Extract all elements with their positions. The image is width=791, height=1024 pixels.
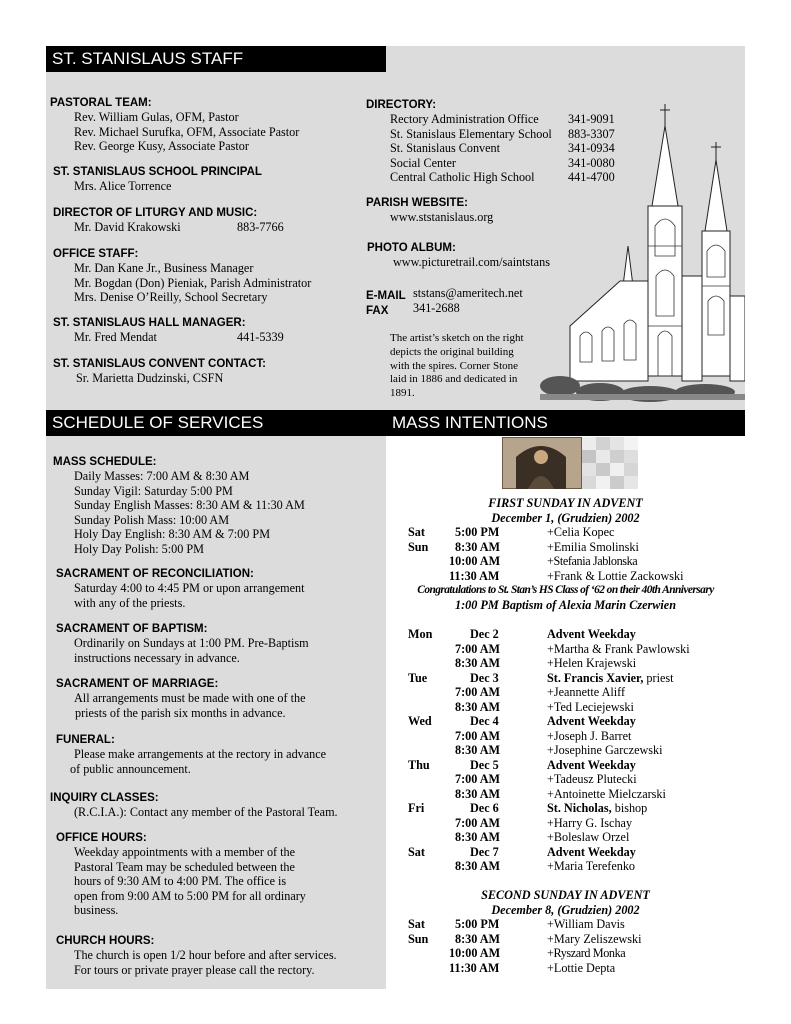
intention-time: 7:00 AM [455,772,501,786]
fax-label: FAX [366,304,389,317]
schedule-line: Sunday Vigil: Saturday 5:00 PM [74,483,233,498]
intention-name: +Boleslaw Orzel [547,830,630,844]
hall-manager-section [53,316,344,345]
mass-schedule-heading: MASS SCHEDULE: [53,456,157,468]
staff-phone: 441-5339 [237,330,284,344]
intention-time: 8:30 AM [455,830,501,844]
intention-name: +Ted Leciejewski [547,699,634,714]
intention-day: Mon [408,627,433,641]
intention-time: 7:00 AM [455,685,501,699]
mass-schedule-section [53,455,305,557]
schedule-line: with any of the priests. [74,595,186,610]
schedule-line: Sunday English Masses: 8:30 AM & 11:30 AM [74,498,305,513]
advent-decorative-image [502,437,638,489]
funeral-section [56,733,326,776]
email-label: E-MAIL [366,290,406,302]
intention-time: Dec 5 [470,757,499,772]
intention-day: Sat [408,844,425,859]
schedule-line: of public announcement. [70,761,191,776]
intention-time: Dec 4 [470,714,499,728]
sketch-caption: The artist’s sketch on the right depicts the original building with the spires. Corner Stone laid in 1886 and dedicated in 1891. [390,332,524,400]
intention-name: +Stefania Jablonska [547,554,638,568]
schedule-line: Ordinarily on Sundays at 1:00 PM. Pre-Baptism [74,636,309,650]
intention-name: Advent Weekday [547,714,636,728]
intention-name: +Martha & Frank Pawlowski [547,641,690,656]
schedule-line: For tours or private prayer please call the rectory. [74,962,315,977]
intention-name: +Harry G. Ischay [547,815,633,830]
inquiry-heading: INQUIRY CLASSES: [50,792,159,804]
reconciliation-heading: SACRAMENT OF RECONCILIATION: [56,568,254,580]
schedule-line: The church is open 1/2 hour before and after services. [74,948,337,962]
website-heading: PARISH WEBSITE: [366,197,469,209]
schedule-line: (R.C.I.A.): Contact any member of the Pastoral Team. [74,805,338,819]
convent-contact-heading: ST. STANISLAUS CONVENT CONTACT: [53,358,266,370]
photo-album-heading: PHOTO ALBUM: [367,242,456,254]
office-hours-section [56,831,306,918]
intention-time: 11:30 AM [449,569,500,583]
baptism-heading: SACRAMENT OF BAPTISM: [56,623,208,635]
schedule-line: Sunday Polish Mass: 10:00 AM [74,512,230,527]
schedule-line: Daily Masses: 7:00 AM & 8:30 AM [74,469,250,483]
office-staff-heading: OFFICE STAFF: [53,248,139,260]
schedule-line: open from 9:00 AM to 5:00 PM for all ordinary [74,888,306,903]
intention-time: 10:00 AM [449,946,501,960]
schedule-line: Pastoral Team may be scheduled between the [74,859,295,874]
intention-name: +Mary Zeliszewski [547,932,642,946]
liturgy-section [53,206,344,235]
second-sunday-date: December 8, (Grudzien) 2002 [491,903,640,917]
intention-name: +Joseph J. Barret [547,728,632,743]
pastoral-team-heading: PASTORAL TEAM: [50,97,152,109]
photo-album-section [367,241,550,270]
directory-entry: Social Center 341-0080 [390,155,615,170]
intention-day: Sun [408,540,429,554]
website-link[interactable]: www.ststanislaus.org [390,210,494,224]
first-sunday-date: December 1, (Grudzien) 2002 [491,511,640,525]
schedule-line: hours of 9:30 AM to 4:00 PM. The office is [74,874,287,889]
intention-name: +Lottie Depta [547,961,616,975]
website-section [366,196,493,225]
intention-time: 8:30 AM [455,932,501,946]
intention-day: Sun [408,932,429,946]
schedule-line: All arrangements must be made with one of the [74,691,306,705]
schedule-line: business. [74,903,119,918]
photo-album-link[interactable]: www.picturetrail.com/saintstans [393,255,550,269]
intention-name: +Josephine Garczewski [547,743,663,757]
marriage-section [56,677,306,720]
intention-time: 8:30 AM [455,743,501,757]
intention-name: Advent Weekday [547,757,636,772]
intention-time: Dec 7 [470,844,499,859]
intention-time: Dec 3 [470,670,499,685]
hall-manager-heading: ST. STANISLAUS HALL MANAGER: [53,317,246,329]
intention-day: Sat [408,525,425,539]
intention-name: +Tadeusz Plutecki [547,772,637,786]
intention-name: St. Nicholas, bishop [547,801,648,815]
staff-phone: 883-7766 [237,220,284,234]
directory-entry: St. Stanislaus Convent 341-0934 [390,141,615,156]
email-link[interactable]: ststans@ameritech.net [413,286,523,300]
church-hours-heading: CHURCH HOURS: [56,935,155,947]
intention-day: Thu [408,757,430,772]
intention-name: +Jeannette Aliff [547,685,626,699]
principal-heading: ST. STANISLAUS SCHOOL PRINCIPAL [53,166,262,178]
intention-name: Advent Weekday [547,627,636,641]
intention-name: +William Davis [547,917,625,931]
intention-name: +Antoinette Mielczarski [547,786,666,801]
church-sketch-illustration [540,96,745,410]
intention-time: 5:00 PM [455,525,500,539]
staff-line: Sr. Marietta Dudzinski, CSFN [76,371,224,385]
staff-name: Mr. Fred Mendat [74,330,157,344]
schedule-line: Weekday appointments with a member of the [74,845,296,859]
mass-intentions-header: MASS INTENTIONS [386,410,745,436]
directory-entry: Rectory Administration Office 341-9091 [390,112,615,126]
intention-time: 7:00 AM [455,641,501,656]
intention-time: 7:00 AM [455,728,501,743]
intention-name: +Celia Kopec [547,525,615,539]
schedule-line: instructions necessary in advance. [74,650,240,665]
church-hours-section [56,934,337,977]
intention-time: Dec 2 [470,627,499,641]
directory-entry: St. Stanislaus Elementary School 883-3307 [390,126,615,141]
second-sunday-title: SECOND SUNDAY IN ADVENT [481,888,650,902]
schedule-line: priests of the parish six months in advance. [75,705,286,720]
intention-time: 8:30 AM [455,699,501,714]
staff-line: Rev. George Kusy, Associate Pastor [74,139,249,154]
intention-time: 8:30 AM [455,540,501,554]
intention-day: Wed [408,714,432,728]
schedule-line: Please make arrangements at the rectory in advance [74,747,327,761]
intention-time: 5:00 PM [455,917,500,931]
intention-time: 8:30 AM [455,786,501,801]
convent-contact-section [53,357,266,386]
baptism-section [56,622,309,665]
schedule-line: Saturday 4:00 to 4:45 PM or upon arrangement [74,581,305,595]
pastoral-team-section [50,96,299,154]
staff-line: Mrs. Denise O’Reilly, School Secretary [74,290,268,305]
contact-section [366,286,566,315]
intention-day: Fri [408,801,425,815]
intention-time: Dec 6 [470,801,499,815]
intention-time: 7:00 AM [455,815,501,830]
funeral-heading: FUNERAL: [56,734,115,746]
inquiry-section [50,791,338,820]
intention-time: 11:30 AM [449,961,500,975]
intention-name: +Helen Krajewski [547,656,637,670]
staff-header: ST. STANISLAUS STAFF [46,46,386,72]
intention-name: +Emilia Smolinski [547,540,639,554]
intention-name: St. Francis Xavier, priest [547,670,674,685]
baptism-note: 1:00 PM Baptism of Alexia Marin Czerwien [455,598,676,612]
intention-name: +Frank & Lottie Zackowski [547,569,684,583]
schedule-header: SCHEDULE OF SERVICES [46,410,386,436]
intention-day: Tue [408,670,428,685]
schedule-line: Holy Day English: 8:30 AM & 7:00 PM [74,527,271,542]
intention-name: +Ryszard Monka [547,946,626,960]
intention-name: Advent Weekday [547,844,636,859]
congratulations-note: Congratulations to St. Stan’s HS Class of ‘62 on their 40th Anniversary [417,584,714,596]
office-hours-heading: OFFICE HOURS: [56,832,147,844]
staff-line: Mr. Bogdan (Don) Pieniak, Parish Administrator [74,275,312,290]
office-staff-section [53,247,311,305]
marriage-heading: SACRAMENT OF MARRIAGE: [56,678,219,690]
staff-line: Rev. Michael Surufka, OFM, Associate Pastor [74,124,300,139]
intention-name: +Maria Terefenko [547,859,636,873]
directory-entry: Central Catholic High School 441-4700 [390,170,615,185]
staff-line: Rev. William Gulas, OFM, Pastor [74,110,239,124]
reconciliation-section [56,567,305,610]
fax-number: 341-2688 [413,300,460,315]
intention-time: 8:30 AM [455,656,501,670]
intention-time: 10:00 AM [449,554,501,568]
staff-name: Mr. David Krakowski [74,220,181,234]
intention-day: Sat [408,917,425,931]
staff-line: Mrs. Alice Torrence [74,179,172,193]
liturgy-heading: DIRECTOR OF LITURGY AND MUSIC: [53,207,258,219]
principal-section [53,165,262,194]
schedule-line: Holy Day Polish: 5:00 PM [74,541,205,556]
first-sunday-title: FIRST SUNDAY IN ADVENT [488,496,643,510]
staff-line: Mr. Dan Kane Jr., Business Manager [74,261,254,275]
intention-time: 8:30 AM [455,859,501,873]
directory-heading: DIRECTORY: [366,99,437,111]
